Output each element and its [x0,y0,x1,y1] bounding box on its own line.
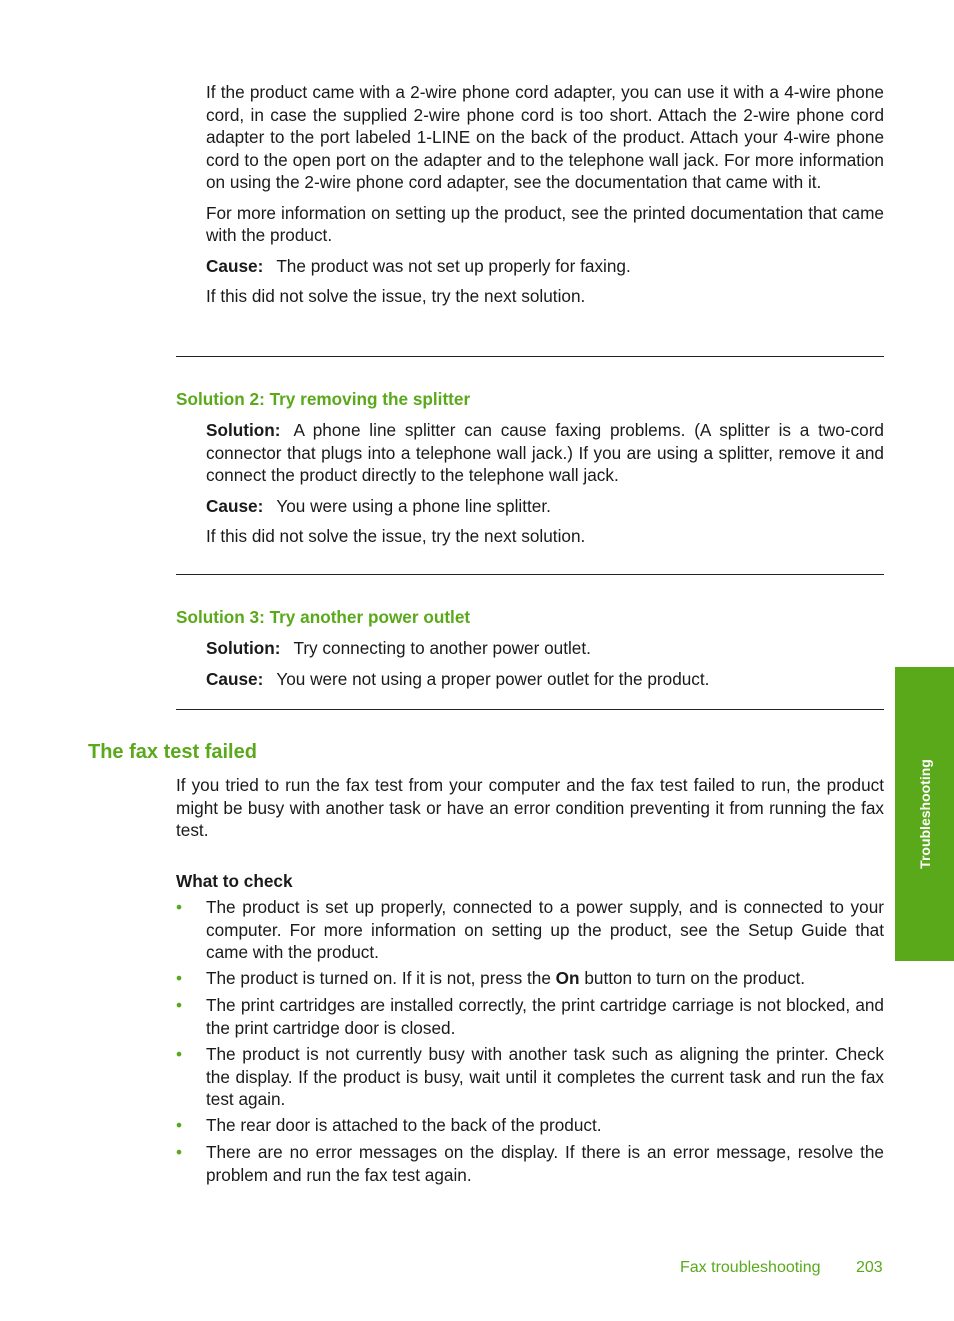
bullet-icon: • [176,897,183,917]
solution-2-next-solution: If this did not solve the issue, try the next solution. [206,526,586,546]
solution-3-heading: Solution 3: Try another power outlet [176,607,471,627]
solution-3-section [206,637,884,690]
divider-line [176,574,884,575]
cause-label: Cause: [206,668,264,689]
on-button-name: On [555,968,580,988]
cause-text: You were not using a proper power outlet for the product. [276,668,710,689]
cause-text: You were using a phone line splitter. [276,495,551,516]
solution-3-cause [206,668,884,691]
divider-line [176,709,884,710]
check-item-text [206,967,884,990]
check-list-item [176,967,884,990]
check-list-item [176,1114,884,1137]
intro-section [206,81,884,308]
footer-section-name: Fax troubleshooting [680,1259,821,1276]
what-to-check-heading: What to check [176,871,293,891]
fax-test-intro [176,774,884,842]
solution-label: Solution: [206,638,281,658]
fax-test-intro-text: If you tried to run the fax test from your computer and the fax test failed to run, the product might be busy with another task or have an error condition preventing it from running the fax test. [176,775,884,840]
bullet-icon: • [176,968,183,988]
bullet-icon: • [176,995,183,1015]
solution-text: A phone line splitter can cause faxing problems. (A splitter is a two-cord connector that plugs into a telephone wall jack.) If you are using a splitter, remove it and connect the product directly to the telephone wall jack. [206,420,884,485]
fax-test-heading: The fax test failed [88,741,257,763]
check-item-text: The product is set up properly, connected to a power supply, and is connected to your computer. For more information on setting up the product, see the Setup Guide that came with the product. [206,897,884,962]
check-item-text: The print cartridges are installed correctly, the print cartridge carriage is not blocked, and the print cartridge door is closed. [206,995,884,1038]
check-item-text: The product is not currently busy with another task such as aligning the printer. Check the display. If the product is busy, wait until it completes the current task and run the fax test again. [206,1044,884,1109]
check-list-item [176,896,884,964]
intro-next-solution: If this did not solve the issue, try the next solution. [206,286,586,306]
intro-paragraph-adapter: If the product came with a 2-wire phone cord adapter, you can use it with a 4-wire phone cord, in case the supplied 2-wire phone cord is too short. Attach the 2-wire phone cord adapter to the port labeled 1-LINE on the back of the product. Attach your 4-wire phone cord to the open port on the adapter and to the telephone wall jack. For more information on using the 2-wire phone cord adapter, see the documentation that came with it. [206,82,884,192]
check-item-text: There are no error messages on the display. If there is an error message, resolve the problem and run the fax test again. [206,1142,884,1185]
check-list-item [176,1141,884,1186]
solution-label: Solution: [206,420,281,440]
chapter-side-tab-label: Troubleshooting [916,759,933,869]
intro-paragraph-documentation: For more information on setting up the product, see the printed documentation that came with the product. [206,202,884,245]
cause-text: The product was not set up properly for faxing. [276,255,631,276]
footer-page-number: 203 [856,1259,883,1276]
cause-label: Cause: [206,495,264,516]
check-item-text-after: button to turn on the product. [579,968,806,988]
solution-text: Try connecting to another power outlet. [293,638,591,658]
check-list-item [176,1043,884,1111]
bullet-icon: • [176,1115,183,1135]
solution-2-solution [206,419,884,487]
intro-cause [206,255,884,278]
check-item-text-before: The product is turned on. If it is not, press the [206,968,556,988]
solution-2-cause [206,495,884,518]
check-item-text: The rear door is attached to the back of the product. [206,1115,602,1135]
bullet-icon: • [176,1142,183,1162]
divider-line [176,356,884,357]
chapter-side-tab [895,667,954,961]
solution-2-heading: Solution 2: Try removing the splitter [176,389,471,409]
solution-2-section [206,419,884,548]
bullet-icon: • [176,1044,183,1064]
solution-3-solution [206,637,884,660]
check-list-item [176,994,884,1039]
cause-label: Cause: [206,255,264,276]
